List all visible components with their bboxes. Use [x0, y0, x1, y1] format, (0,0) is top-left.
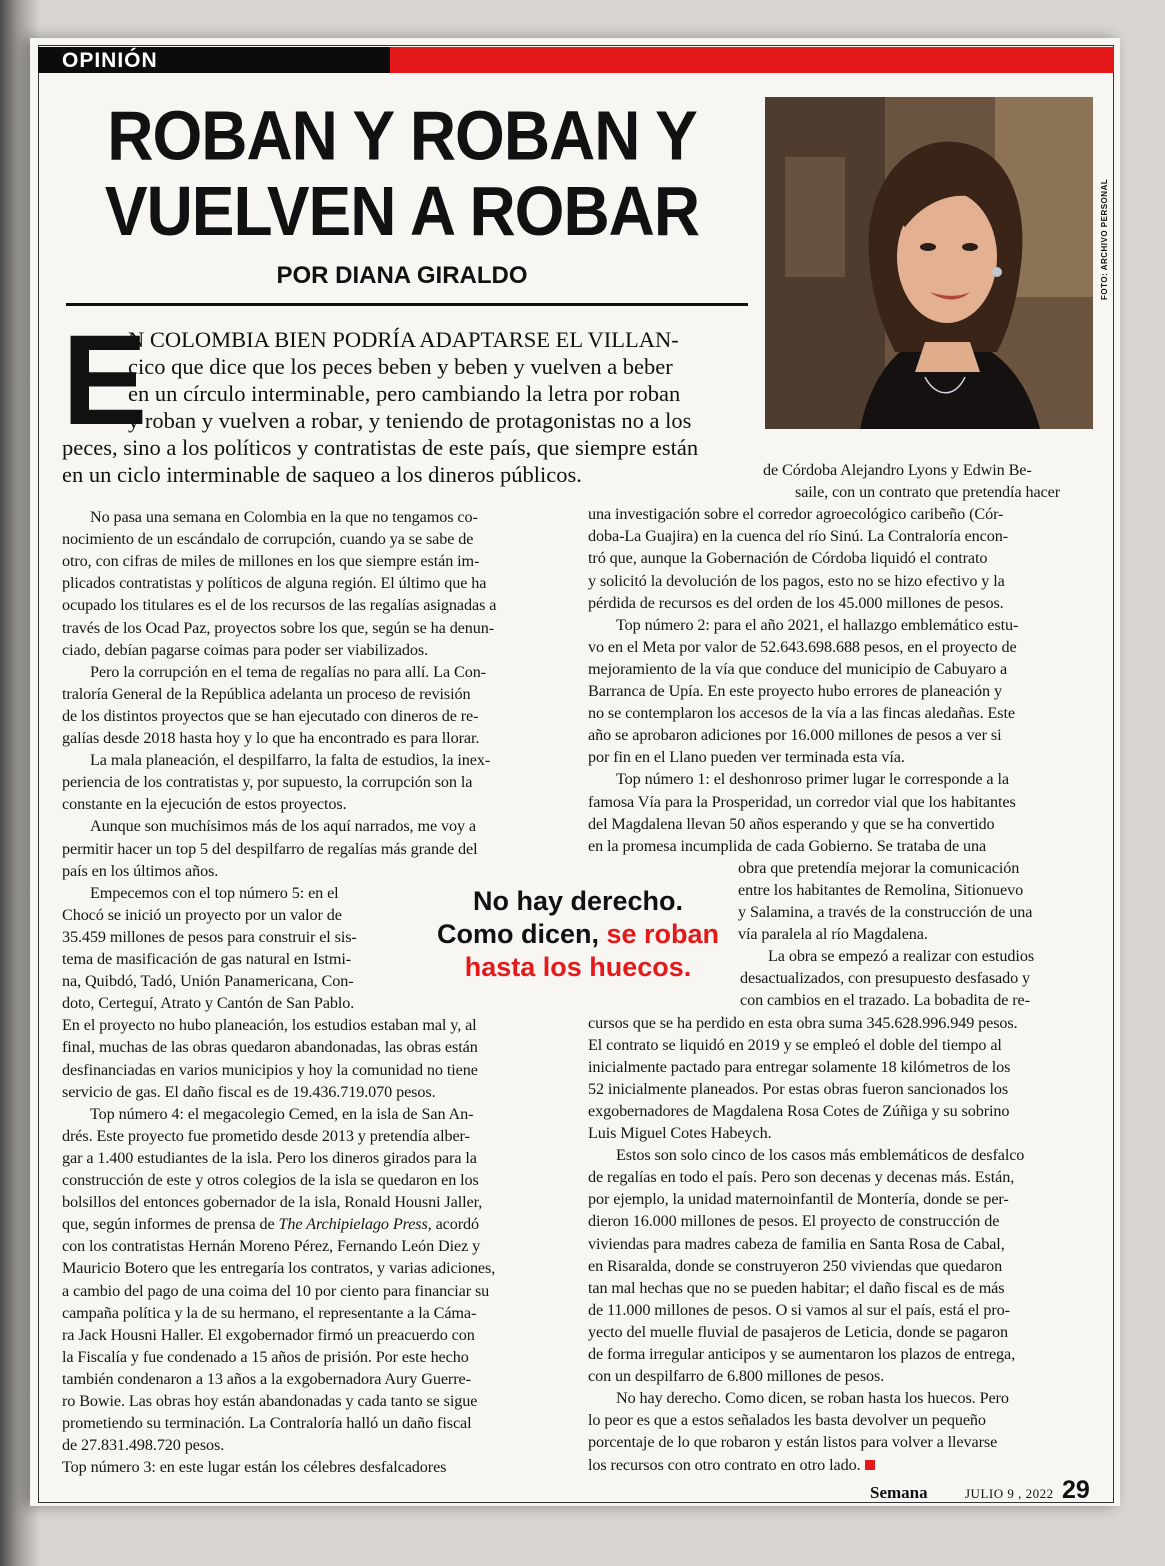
footer-date: JULIO 9 , 2022: [965, 1486, 1054, 1501]
body-line: con un despilfarro de 6.800 millones de pesos.: [588, 1367, 885, 1386]
body-line: Estos son solo cinco de los casos más emblemáticos de desfalco: [616, 1146, 1025, 1165]
body-line: con los contratistas Hernán Moreno Pérez, Fernando León Diez y: [62, 1237, 481, 1256]
body-line: desactualizados, con presupuesto desfasado y: [740, 969, 1031, 988]
body-line: de forma irregular anticipos y se aumentaron los plazos de entrega,: [588, 1345, 1016, 1363]
pull-quote-highlight: se roban: [606, 919, 720, 949]
body-line: permitir hacer un top 5 del despilfarro de regalías más grande del: [62, 839, 478, 858]
body-line: por ejemplo, la unidad maternoinfantil de Montería, donde se per-: [588, 1190, 1009, 1209]
body-line: Top número 1: el deshonroso primer lugar le corresponde a la: [616, 770, 1009, 789]
body-line: [588, 1454, 875, 1476]
body-line: de los distintos proyectos que se han ejecutado con dineros de re-: [62, 706, 479, 725]
body-line: na, Quibdó, Tadó, Unión Panamericana, Con-: [62, 972, 354, 991]
body-line: no se contemplaron los accesos de la vía a las fincas aledañas. Este: [588, 704, 1015, 723]
body-line: tan mal hechas que no se pueden habitar; el daño fiscal es de más: [588, 1278, 1005, 1297]
body-line: otro, con cifras de miles de millones en los que siempre están im-: [62, 552, 480, 571]
body-line: yecto del muelle fluvial de pasajeros de Leticia, donde se pagaron: [588, 1322, 1008, 1341]
lead-line: N COLOMBIA BIEN PODRÍA ADAPTARSE EL VILLAN-: [128, 327, 679, 352]
body-line-text: los recursos con otro contrato en otro lado.: [588, 1455, 861, 1474]
body-line: construcción de este y otros colegios de la isla se quedaron en los: [62, 1171, 479, 1189]
body-line: la Fiscalía y fue condenado a 15 años de prisión. Por este hecho: [62, 1347, 469, 1366]
body-line: doba-La Guajira) en la cuenca del río Sinú. La Contraloría encon-: [588, 527, 1009, 546]
body-line: doto, Certeguí, Atrato y Cantón de San Pablo.: [62, 994, 355, 1013]
body-line: través de los Ocad Paz, proyectos sobre los que, según se ha denun-: [62, 618, 495, 637]
body-line: drés. Este proyecto fue prometido desde 2013 y pretendía alber-: [62, 1126, 470, 1145]
body-line: ra Jack Housni Haller. El exgobernador firmó un preacuerdo con: [62, 1325, 475, 1344]
body-line: a cambio del pago de una coima del 10 por ciento para financiar su: [62, 1281, 490, 1300]
body-line: El contrato se liquidó en 2019 y se empleó el doble del tiempo al: [588, 1035, 1002, 1054]
pull-quote-line: [425, 918, 731, 951]
body-line: vo en el Meta por valor de 52.643.698.688 pesos, en el proyecto de: [588, 637, 1017, 656]
body-line: ciado, debían pagarse coimas para poder ser viabilizados.: [62, 640, 429, 659]
body-line: Top número 3: en este lugar están los célebres desfalcadores: [62, 1458, 447, 1477]
body-line: de regalías en todo el país. Pero son decenas y decenas más. Están,: [588, 1168, 1015, 1187]
body-line: En el proyecto no hubo planeación, los estudios estaban mal y, al: [62, 1016, 477, 1035]
body-line: famosa Vía para la Prosperidad, un corredor vial que los habitantes: [588, 792, 1016, 811]
body-line: 35.459 millones de pesos para construir el sis-: [62, 927, 357, 946]
body-line: país en los últimos años.: [62, 861, 219, 880]
body-line: No hay derecho. Como dicen, se roban hasta los huecos. Pero: [616, 1389, 1009, 1408]
page-number: 29: [1062, 1476, 1090, 1504]
body-line: ro Bowie. Las obras hoy están abandonadas y cada tanto se sigue: [62, 1392, 478, 1410]
lead-line: en un ciclo interminable de saqueo a los dineros públicos.: [62, 462, 582, 487]
body-line: galías desde 2018 hasta hoy y lo que ha encontrado es para llorar.: [62, 729, 480, 747]
body-line: exgobernadores de Magdalena Rosa Cotes de Zúñiga y su sobrino: [588, 1101, 1010, 1120]
body-line: pérdida de recursos es del orden de los 45.000 millones de pesos.: [588, 593, 1004, 612]
headline-line: VUELVEN A ROBAR: [104, 172, 700, 251]
headline: [62, 98, 742, 249]
body-line: constante en la ejecución de estos proyectos.: [62, 795, 347, 814]
body-line: servicio de gas. El daño fiscal es de 19.436.719.070 pesos.: [62, 1082, 436, 1101]
body-line: de 27.831.498.720 pesos.: [62, 1436, 225, 1455]
body-line: inicialmente pactado para entregar solamente 18 kilómetros de los: [588, 1057, 1011, 1076]
headline-line: ROBAN Y ROBAN Y: [107, 96, 697, 175]
body-line: de Córdoba Alejandro Lyons y Edwin Be-: [763, 461, 1032, 479]
end-of-article-mark: [865, 1460, 875, 1470]
body-line: La mala planeación, el despilfarro, la falta de estudios, la inex-: [90, 751, 491, 770]
body-line: desfinanciadas en varios municipios y hoy la comunidad no tiene: [62, 1060, 478, 1079]
body-line: saile, con un contrato que pretendía hacer: [795, 483, 1061, 502]
body-line: Top número 4: el megacolegio Cemed, en la isla de San An-: [90, 1104, 474, 1123]
body-line: Aunque son muchísimos más de los aquí narrados, me voy a: [90, 817, 476, 836]
body-line: 52 inicialmente planeados. Por estas obras fueron sancionados los: [588, 1079, 1009, 1098]
body-line: vía paralela al río Magdalena.: [738, 925, 928, 944]
pull-quote: [425, 885, 731, 984]
body-line: también condenaron a 13 años a la exgobernadora Aury Guerre-: [62, 1369, 471, 1388]
body-line: gar a 1.400 estudiantes de la isla. Pero los dineros girados para la: [62, 1148, 477, 1167]
body-line: Pero la corrupción en el tema de regalías no para allí. La Con-: [90, 662, 486, 681]
section-label: OPINIÓN: [62, 49, 158, 72]
pull-quote-highlight: hasta los huecos.: [464, 952, 692, 982]
headline-rule: [66, 303, 748, 306]
body-line: Empecemos con el top número 5: en el: [90, 883, 339, 902]
body-line: una investigación sobre el corredor agroecológico caribeño (Cór-: [588, 505, 1004, 524]
body-line: año se aprobaron adiciones por 16.000 millones de pesos a ver si: [588, 726, 1002, 745]
body-line: Chocó se inició un proyecto por un valor de: [62, 905, 342, 924]
body-line: Luis Miguel Cotes Habeych.: [588, 1124, 772, 1142]
body-line: por fin en el Llano pueden ver terminada esta vía.: [588, 748, 905, 767]
body-line: bolsillos del entonces gobernador de la isla, Ronald Housni Jaller,: [62, 1193, 483, 1212]
author-photo: [765, 97, 1093, 429]
body-line: campaña política y la de su hermano, el representante a la Cáma-: [62, 1303, 477, 1322]
body-line: cursos que se ha perdido en esta obra suma 345.628.996.949 pesos.: [588, 1013, 1018, 1032]
lead-line: y roban y vuelven a robar, y teniendo de protagonistas no a los: [128, 408, 692, 433]
body-line: tró que, aunque la Gobernación de Córdoba liquidó el contrato: [588, 549, 988, 568]
drop-cap: E: [62, 309, 148, 452]
body-line: en la promesa incumplida de cada Gobierno. Se trataba de una: [588, 836, 987, 855]
photo-credit: FOTO: ARCHIVO PERSONAL: [1100, 178, 1109, 300]
section-band-red: [390, 47, 1114, 73]
body-line: y Salamina, a través de la construcción de una: [738, 903, 1033, 921]
body-line: Top número 2: para el año 2021, el hallazgo emblemático estu-: [616, 615, 1019, 634]
body-line: viviendas para madres cabeza de familia en Santa Rosa de Cabal,: [588, 1234, 1005, 1253]
lead-line: en un círculo interminable, pero cambiando la letra por roban: [128, 381, 681, 406]
body-line: del Magdalena llevan 50 años esperando y que se ha convertido: [588, 814, 995, 833]
lead-line: cico que dice que los peces beben y beben y vuelven a beber: [128, 354, 673, 379]
body-line: Mauricio Botero que les entregaría los contratos, y varias adiciones,: [62, 1259, 496, 1278]
body-line: Barranca de Upía. En este proyecto hubo errores de planeación y: [588, 682, 1002, 700]
body-line: en Risaralda, donde se construyeron 250 viviendas que quedaron: [588, 1256, 1003, 1275]
footer-publication: Semana: [870, 1483, 928, 1502]
body-line: lo peor es que a estos señalados les basta devolver un pequeño: [588, 1411, 986, 1430]
body-line: que, según informes de prensa de The Archipielago Press, acordó: [62, 1215, 480, 1234]
body-line: entre los habitantes de Remolina, Sitionuevo: [738, 880, 1024, 899]
publication-title: The Archipielago Press: [278, 1215, 428, 1234]
body-line: dieron 16.000 millones de pesos. El proyecto de construcción de: [588, 1212, 1000, 1231]
body-line: prometiendo su terminación. La Contraloría halló un daño fiscal: [62, 1414, 472, 1433]
body-line: porcentaje de lo que robaron y están listos para volver a llevarse: [588, 1433, 998, 1452]
body-line: plicados contratistas y políticos de alguna región. El último que ha: [62, 574, 487, 593]
pull-quote-line: No hay derecho.: [472, 886, 684, 916]
byline: POR DIANA GIRALDO: [276, 262, 528, 289]
body-line: tema de masificación de gas natural en Istmi-: [62, 950, 352, 968]
body-line: No pasa una semana en Colombia en la que no tengamos co-: [90, 508, 478, 526]
body-line: mejoramiento de la vía que conduce del municipio de Cabuyaro a: [588, 659, 1008, 678]
body-line: con cambios en el trazado. La bobadita de re-: [740, 991, 1030, 1010]
body-line: periencia de los contratistas y, por supuesto, la corrupción son la: [62, 773, 473, 792]
author-portrait-image: [765, 97, 1093, 429]
pull-quote-text: Como dicen,: [436, 919, 607, 949]
body-line: y solicitó la devolución de los pagos, esto no se hizo efectivo y la: [588, 571, 1005, 590]
lead-line: peces, sino a los políticos y contratistas de este país, que siempre están: [62, 435, 699, 460]
body-line: obra que pretendía mejorar la comunicación: [738, 858, 1020, 877]
body-line: de 11.000 millones de pesos. O si vamos al sur el país, está el pro-: [588, 1300, 1010, 1319]
body-line: La obra se empezó a realizar con estudios: [768, 947, 1035, 966]
body-line: ocupado los titulares es el de los recursos de las regalías asignadas a: [62, 596, 497, 615]
body-line: final, muchas de las obras quedaron abandonadas, las obras están: [62, 1038, 478, 1057]
body-line: traloría General de la República adelanta un proceso de revisión: [62, 684, 471, 703]
body-line: nocimiento de un escándalo de corrupción, cuando ya se sabe de: [62, 530, 474, 549]
